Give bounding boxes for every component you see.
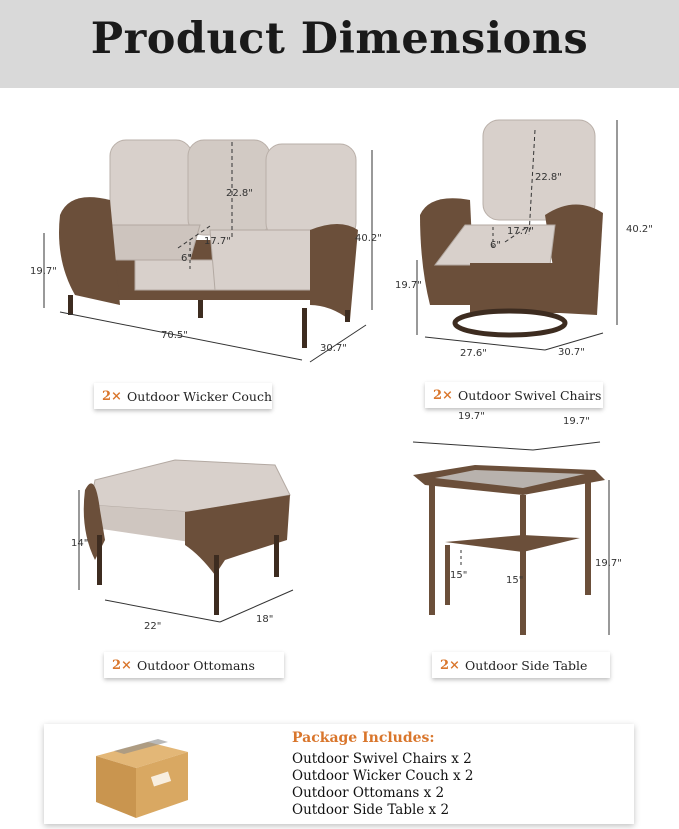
table-label xyxy=(432,652,610,678)
ottoman-depth: 18" xyxy=(256,614,274,625)
couch-back-height: 22.8" xyxy=(226,188,253,199)
ottoman-label xyxy=(104,652,284,678)
swivel-seat-depth: 17.7" xyxy=(507,226,534,237)
ottoman-label-text: Outdoor Ottomans xyxy=(136,657,255,673)
couch-qty: 2× xyxy=(102,388,122,404)
package-box xyxy=(44,724,634,824)
couch-cushion: 6" xyxy=(181,253,192,264)
table-shelf-depth: 15" xyxy=(506,575,524,586)
table-top-depth: 19.7" xyxy=(563,416,590,427)
couch-seat-depth: 17.7" xyxy=(204,236,231,247)
ottoman-height: 14" xyxy=(71,538,89,549)
swivel-width: 27.6" xyxy=(460,348,487,359)
package-item: Outdoor Wicker Couch x 2 xyxy=(292,768,474,784)
page-title: Product Dimensions xyxy=(90,14,589,64)
swivel-depth: 30.7" xyxy=(558,347,585,358)
table-top-width: 19.7" xyxy=(458,411,485,422)
couch-label xyxy=(94,383,272,409)
ottoman-qty: 2× xyxy=(112,657,132,673)
header-banner xyxy=(0,0,679,88)
ottoman-image xyxy=(75,450,305,630)
table-shelf-width: 15" xyxy=(450,570,468,581)
swivel-chair-image xyxy=(415,115,635,365)
swivel-total-height: 40.2" xyxy=(626,224,653,235)
cardboard-box-icon xyxy=(92,728,192,820)
couch-label-text: Outdoor Wicker Couch xyxy=(126,388,273,404)
table-qty: 2× xyxy=(440,657,460,673)
swivel-cushion: 6" xyxy=(490,240,501,251)
package-item: Outdoor Side Table x 2 xyxy=(292,802,450,818)
ottoman-width: 22" xyxy=(144,621,162,632)
table-label-text: Outdoor Side Table xyxy=(464,657,588,673)
package-item: Outdoor Ottomans x 2 xyxy=(292,785,445,801)
swivel-back-height: 22.8" xyxy=(535,172,562,183)
swivel-qty: 2× xyxy=(433,387,453,403)
package-title: Package Includes: xyxy=(292,730,435,746)
couch-seat-height: 19.7" xyxy=(30,266,57,277)
swivel-seat-height: 19.7" xyxy=(395,280,422,291)
table-height: 19.7" xyxy=(595,558,622,569)
couch-depth: 30.7" xyxy=(320,343,347,354)
package-item: Outdoor Swivel Chairs x 2 xyxy=(292,751,472,767)
couch-width: 70.5" xyxy=(161,330,188,341)
couch-image xyxy=(40,130,370,370)
swivel-label xyxy=(425,382,603,408)
couch-total-height: 40.2" xyxy=(355,233,382,244)
side-table-image xyxy=(405,420,635,640)
swivel-label-text: Outdoor Swivel Chairs xyxy=(457,387,602,403)
